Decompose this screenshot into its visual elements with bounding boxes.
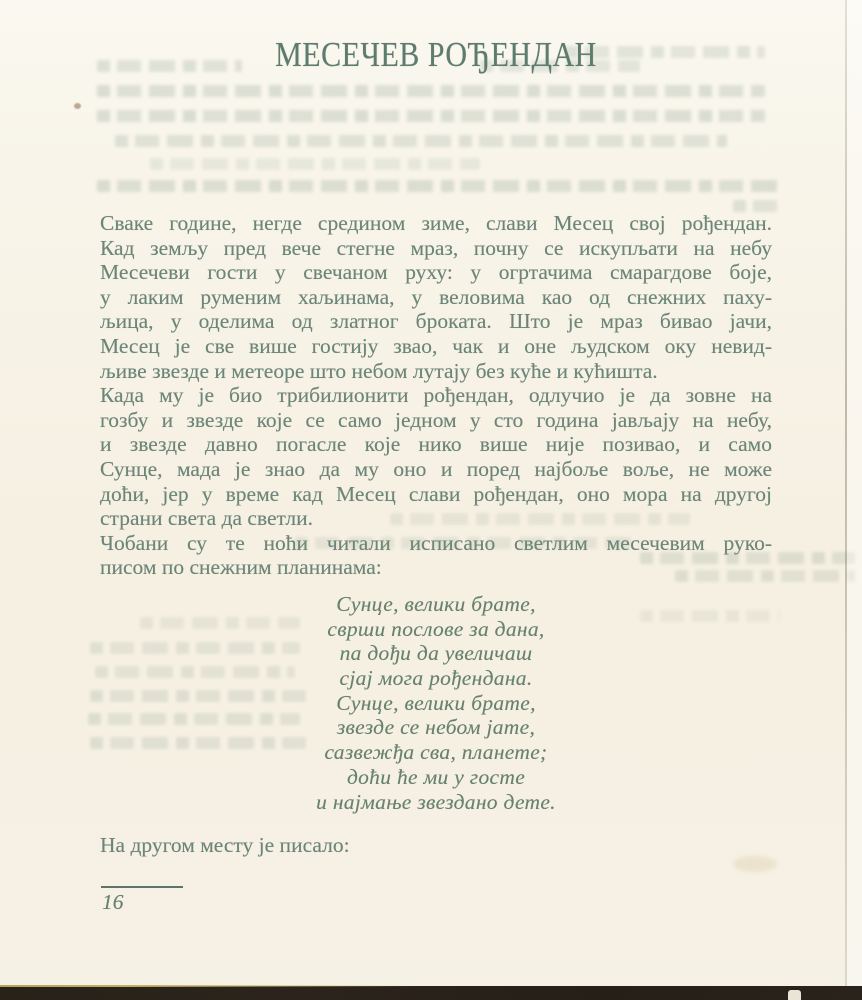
paragraph: [100, 531, 772, 580]
poem: [100, 592, 772, 814]
text-line: Месец је све више гостију звао, чак и оне људском оку невид-: [100, 333, 772, 358]
scan-edge-highlight: [0, 985, 420, 987]
poem-line: па дођи да увеличаш: [339, 641, 533, 666]
bleedthrough-text: [150, 158, 480, 170]
bleedthrough-text: [115, 135, 727, 147]
paper-speck: [74, 103, 81, 109]
text-line: Кад земљу пред вече стегне мраз, почну се искупљати на небу: [100, 235, 772, 260]
poem-line: звезде се небом јате,: [336, 715, 536, 740]
poem-line: Сунце, велики брате,: [336, 592, 536, 616]
text-line: гозбу и звезде које се само једном у сто година јављају на небу,: [100, 407, 772, 432]
poem-line: сјај мога рођендана.: [339, 666, 533, 691]
text-line: доћи, јер у време кад Месец слави рођендан, оно мора на другој: [100, 481, 772, 506]
page-title: МЕСЕЧЕВ РОЂЕНДАН: [275, 36, 597, 75]
paragraph: [100, 211, 772, 383]
text-line: љица, у оделима од златног броката. Што је мраз бивао јачи,: [100, 309, 772, 334]
text-line: љиве звезде и метеоре што небом лутају без куће и кућишта.: [100, 358, 658, 383]
poem-line: доћи ће ми у госте: [346, 764, 526, 789]
text-line: страни света да светли.: [100, 506, 314, 531]
bleedthrough-text: [97, 180, 779, 192]
paper-smudge: [733, 856, 777, 872]
text-line: Сунце, мада је знао да му оно и поред најбоље воље, не може: [100, 456, 772, 481]
text-line: у лаким руменим хаљинама, у веловима као од снежних паху-: [100, 284, 772, 309]
poem-line: сврши послове за дана,: [327, 616, 545, 641]
footer-rule: [101, 886, 183, 888]
bleedthrough-text: [97, 110, 765, 122]
text-line: Чобани су те ноћи читали исписано светлим месечевим руко-: [100, 530, 772, 555]
closing-line: На другом месту је писало:: [100, 833, 350, 857]
text-line: Сваке године, негде средином зиме, слави Месец свој рођендан.: [100, 211, 772, 235]
scan-edge-notch: [788, 990, 801, 1000]
text-line: Када му је био трибилионити рођендан, одлучио је да зовне на: [100, 383, 772, 408]
bleedthrough-text: [97, 85, 765, 97]
story-text: [100, 211, 772, 580]
text-line: писом по снежним планинама:: [100, 555, 382, 580]
poem-line: сазвежђа сва, планете;: [324, 740, 548, 765]
page-edge: [847, 0, 862, 986]
poem-line: Сунце, велики брате,: [336, 690, 536, 715]
text-line: и звезде давно погасле које нико више није позивао, и само: [100, 432, 772, 457]
page-number: 16: [102, 890, 124, 914]
poem-line: и најмање звездано дете.: [316, 789, 556, 814]
paragraph: [100, 383, 772, 531]
scan-edge-bar: [0, 986, 862, 1000]
text-line: Месечеви гости у свечаном руху: у огртачима смарагдове боје,: [100, 260, 772, 285]
